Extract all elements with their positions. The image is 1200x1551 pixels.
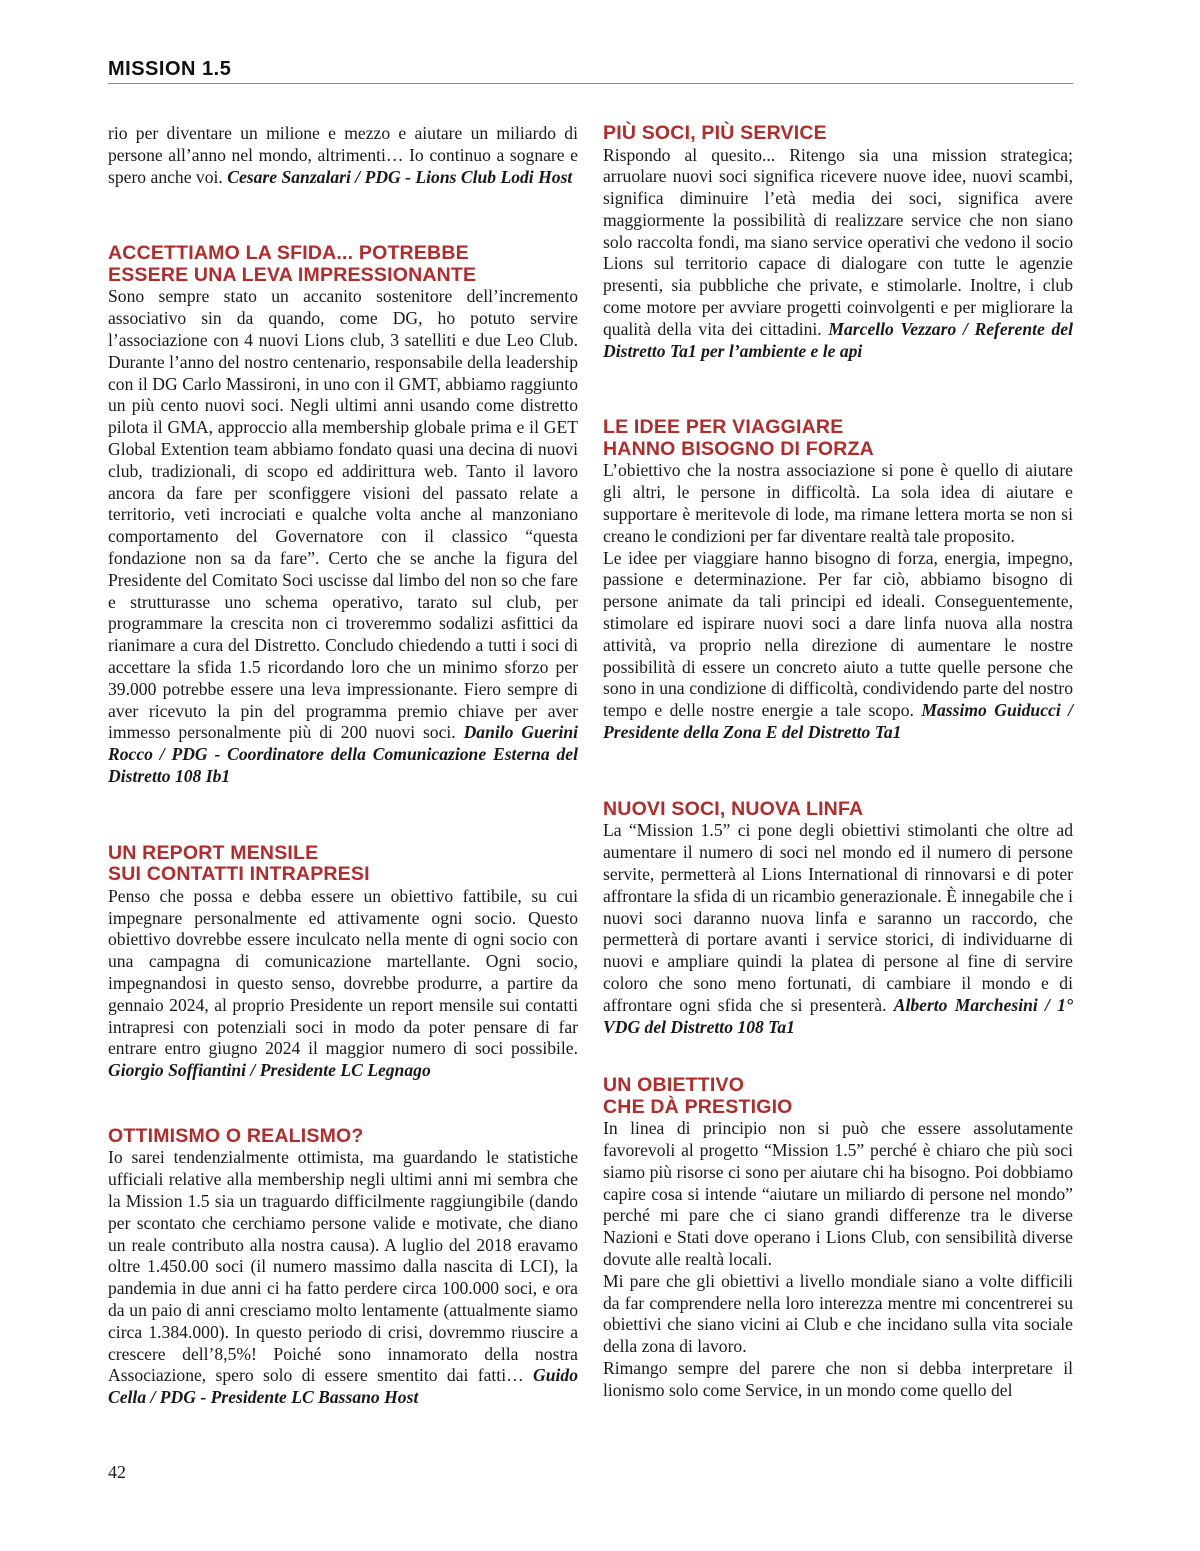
- article-signature: Massimo Guiducci / Presidente della Zona E del Distretto Ta1: [603, 700, 1073, 743]
- article-body-obiettivo-p3: Rimango sempre del parere che non si debba interpretare il lionismo solo come Service, in un mondo come quello del: [603, 1358, 1073, 1400]
- heading-line: HANNO BISOGNO DI FORZA: [603, 437, 874, 460]
- article-body-piu-soci: [603, 145, 1073, 363]
- article-body-idee-viaggiare-p2: [603, 548, 1073, 744]
- article-signature: Marcello Vezzaro / Referente del Distretto Ta1 per l’ambiente e le api: [603, 318, 1073, 361]
- article-signature: Alberto Marchesini / 1° VDG del Distretto 108 Ta1: [603, 994, 1073, 1037]
- article-heading-ottimismo: OTTIMISMO O REALISMO?: [108, 1124, 364, 1147]
- page-header: [108, 58, 1073, 84]
- article-heading-accettiamo: [108, 243, 578, 286]
- heading-line: ACCETTIAMO LA SFIDA... POTREBBE: [108, 242, 469, 265]
- article-heading-idee-viaggiare: [603, 417, 1073, 460]
- heading-line: CHE DÀ PRESTIGIO: [603, 1095, 793, 1118]
- right-column: [603, 123, 1073, 1402]
- heading-line: SUI CONTATTI INTRAPRESI: [108, 863, 370, 886]
- article-heading-report-mensile: [108, 843, 578, 886]
- heading-line: LE IDEE PER VIAGGIARE: [603, 416, 844, 439]
- article-signature: Danilo Guerini Rocco / PDG - Coordinatore della Comunicazione Esterna del Distretto 108 Ib1: [108, 722, 579, 786]
- article-heading-piu-soci: PIÙ SOCI, PIÙ SERVICE: [603, 122, 827, 144]
- article-text: Io sarei tendenzialmente ottimista, ma guardando le statistiche ufficiali relative alla membership negli ultimi anni mi sembra che la Mission 1.5 sia un traguardo difficilmente raggiungibile (dando per scontato che cerchiamo persone valide e motivate, che diano un reale contributo alla nostra causa). A luglio del 2018 eravamo oltre 1.450.00 soci (il numero massimo dalla nascita di LCI), la pandemia in due anni ci ha fatto perdere circa 100.000 soci, e ora da un paio di anni cresciamo molto lentamente (attualmente siamo circa 1.384.000). In questo periodo di crisi, dovremmo riuscire a crescere dell’8,5%! Poiché sono innamorato della nostra Associazione, spero solo di essere smentito dai fatti…: [108, 1147, 578, 1386]
- intro-text: rio per diventare un milione e mezzo e aiutare un miliardo di persone all’anno nel mondo, altrimenti… Io continuo a sognare e spero anche voi.: [108, 123, 578, 187]
- heading-line: UN OBIETTIVO: [603, 1074, 745, 1097]
- article-body-obiettivo-p2: Mi pare che gli obiettivi a livello mondiale siano a volte difficili da far comprendere nella loro interezza mentre mi concentrerei su obiettivi che siano vicini ai Club e che incidano sulla vita sociale della zona di lavoro.: [603, 1270, 1073, 1357]
- article-body-report-mensile: [108, 886, 578, 1082]
- article-body-idee-viaggiare-p1: L’obiettivo che la nostra associazione si pone è quello di aiutare gli altri, le persone in difficoltà. La sola idea di aiutare e supportare è meritevole di lode, ma rimane lettera morta se non si creano le condizioni per far diventare realtà tale proposito.: [603, 460, 1073, 546]
- article-text: La “Mission 1.5” ci pone degli obiettivi stimolanti che oltre ad aumentare il numero di soci nel mondo ed il numero di persone servite, permetterà al Lions International di rinnovarsi e di poter affrontare la sfida di un ricambio generazionale. È innegabile che i nuovi soci daranno nuova linfa e saranno un raccordo, che permetterà di portare avanti i service storici, di individuarne di nuovi e ampliare quindi la platea di persone al fine di servire coloro che sono meno fortunati, di cambiare il mondo e di affrontare ogni sfida che si presenterà.: [603, 820, 1073, 1015]
- article-signature: Giorgio Soffiantini / Presidente LC Legnago: [108, 1060, 431, 1081]
- article-body-accettiamo: [108, 286, 578, 787]
- article-text: Penso che possa e debba essere un obiettivo fattibile, su cui impegnare personalmente ed attivamente ogni socio. Questo obiettivo dovrebbe essere inculcato nella mente di ogni socio con una campagna di comunicazione martellante. Ogni socio, impegnandosi in questo senso, dovrebbe produrre, a partire da gennaio 2024, al proprio Presidente un report mensile sui contatti intrapresi con potenziali soci in modo da poter pensare di far entrare entro giugno 2024 il maggior numero di soci possibile.: [108, 885, 578, 1059]
- magazine-section-title: MISSION 1.5: [108, 58, 232, 80]
- intro-signature: Cesare Sanzalari / PDG - Lions Club Lodi Host: [227, 166, 573, 187]
- article-heading-obiettivo-prestigio: [603, 1075, 1073, 1118]
- article-text: Le idee per viaggiare hanno bisogno di forza, energia, impegno, passione e determinazione. Per far ciò, abbiamo bisogno di persone animate da tali principi ed ideali. Conseguentemente, stimolare ed ispirare nuovi soci a dare linfa nuova alla nostra attività, va proprio nella direzione di aumentare le nostre possibilità di essere un concreto aiuto a tutte quelle persone che sono in una condizione di difficoltà, condividendo parte del nostro tempo e delle nostre energie a tale scopo.: [603, 547, 1073, 721]
- heading-line: ESSERE UNA LEVA IMPRESSIONANTE: [108, 263, 477, 286]
- article-body-obiettivo-p1: In linea di principio non si può che essere assolutamente favorevoli al progetto “Mission 1.5” perché è chiaro che più soci siamo più risorse ci sono per aiutare chi ha bisogno. Poi dobbiamo capire cosa si intende “aiutare un miliardo di persone nel mondo” perché mi pare che ci siano grandi differenze tra le diverse Nazioni e Stati dove operano i Lions Club, con sensibilità diverse dovute alle realtà locali.: [603, 1118, 1073, 1270]
- article-heading-nuovi-soci: NUOVI SOCI, NUOVA LINFA: [603, 797, 864, 820]
- article-text: Rispondo al quesito... Ritengo sia una mission strategica; arruolare nuovi soci significa ricevere nuove idee, nuovi scambi, significa diminuire l’età media dei soci, significa avere maggiormente la possibilità di realizzare service che non siano solo raccolta fondi, ma siano service operativi che vedono il socio Lions sul territorio capace di dialogare con tutte le agenzie presenti, sia pubbliche che private, e stimolarle. Inoltre, i club come motore per avviare progetti coinvolgenti e per migliorare la qualità della vita dei cittadini.: [603, 144, 1073, 339]
- left-column: [108, 123, 578, 1409]
- page-number: 42: [108, 1462, 126, 1482]
- article-body-ottimismo: [108, 1147, 578, 1409]
- article-text: Sono sempre stato un accanito sostenitore dell’incremento associativo sin da quando, come DG, ho potuto servire l’associazione con 4 nuovi Lions club, 3 satelliti e due Leo Club. Durante l’anno del nostro centenario, responsabile della leadership con il DG Carlo Massironi, in uno con il GMT, abbiamo raggiunto un più cento nuovi soci. Negli ultimi anni usando come distretto pilota il GMA, approccio alla membership globale prima e il GET Global Extention team abbiamo fondato quasi una decina di nuovi club, tradizionali, di scopo ed addirittura web. Tanto il lavoro ancora da fare per sconfiggere visioni del passato relate a territorio, veti incrociati e qualche volta anche al manzoniano comportamento del Governatore con il classico “questa fondazione non sa da fare”. Certo che se anche la figura del Presidente del Comitato Soci uscisse dal limbo del non so che fare e strutturasse uno schema operativo, tarato sul club, per programmare la crescita non ci troveremmo sodalizi asfittici da rianimare a cura del Distretto. Concludo chiedendo a tutti i soci di accettare la sfida 1.5 ricordando loro che un minimo sforzo per 39.000 potrebbe essere una leva impressionante. Fiero sempre di aver ricevuto la pin del programma premio chiave per aver immesso personalmente più di 200 nuovi soci.: [108, 286, 578, 743]
- article-signature: Guido Cella / PDG - Presidente LC Bassano Host: [108, 1365, 578, 1408]
- intro-paragraph: [108, 123, 578, 188]
- heading-line: UN REPORT MENSILE: [108, 841, 319, 864]
- article-body-nuovi-soci: [603, 820, 1073, 1038]
